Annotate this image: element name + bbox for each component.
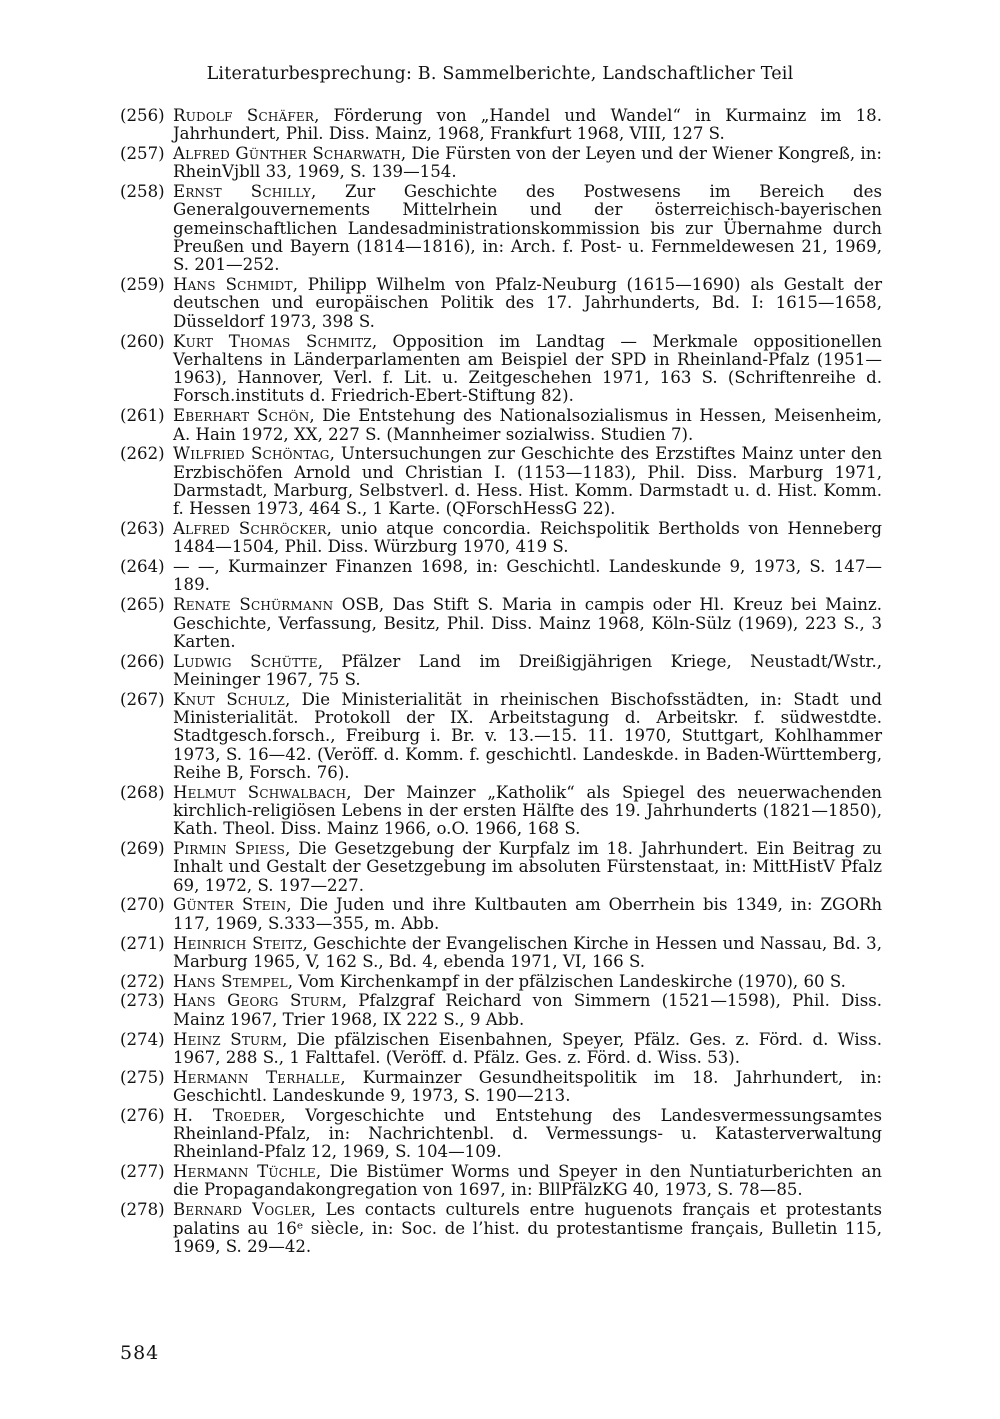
entry-author: Renate Schürmann [173,595,334,615]
bibliography-entry [120,445,882,518]
bibliography-entry [120,145,882,182]
entry-text: , Zur Geschichte des Postwesens im Bereich des Generalgouvernements Mittelrhein und der österreichisch-bayerischen gemeinschaftlichen Landesadministrationskommission bis zur Übernahme durch Preußen und Bayern (1814—1816), in: Arch. f. Post- u. Fernmeldewesen 21, 1969, S. 201—252. [173,182,883,275]
entry-author: Alfred Schröcker [173,519,327,539]
entry-number: (256) [120,106,165,125]
bibliography-entry [120,407,882,444]
entry-text: , Der Mainzer „Katholik“ als Spiegel des neuerwachenden kirchlich-religiösen Lebens in der ersten Hälfte des 19. Jahrhunderts (1821—1850), Kath. Theol. Diss. Mainz 1966, o.O. 1966, 168 S. [173,782,882,839]
entry-author: Hermann Tüchle [173,1162,316,1182]
entry-author: Eberhart Schön [173,406,310,426]
entry-text: OSB, Das Stift S. Maria in campis oder Hl. Kreuz bei Mainz. Geschichte, Verfassung, Besitz, Phil. Diss. Mainz 1968, Köln-Sülz (1969), 223 S., 3 Karten. [173,595,883,651]
entry-number: (259) [120,275,165,295]
entry-number: (258) [120,182,165,202]
bibliography-entry [120,1201,882,1256]
entry-number: (278) [120,1200,165,1220]
bibliography-entry [120,1163,882,1200]
bibliography-entry [120,276,882,331]
entry-text: , Die Fürsten von der Leyen und der Wiener Kongreß, in: RheinVjbll 33, 1969, S. 139—154. [173,144,882,182]
bibliography-entry [120,1031,882,1068]
entry-author: Hermann Terhalle [173,1067,341,1087]
entry-text: , Kurmainzer Gesundheitspolitik im 18. Jahrhundert, in: Geschichtl. Landeskunde 9, 1973, S. 190—213. [173,1067,882,1105]
bibliography-entry [120,1107,882,1162]
entry-text: , Förderung von „Handel und Wandel“ in Kurmainz im 18. Jahrhundert, Phil. Diss. Mainz, 1968, Frankfurt 1968, VIII, 127 S. [173,106,882,144]
entry-author: Hans Stempel [173,971,288,991]
entry-number: (274) [120,1029,165,1049]
bibliography-entry [120,935,882,972]
entry-text: , Geschichte der Evangelischen Kirche in Hessen und Nassau, Bd. 3, Marburg 1965, V, 162 S., Bd. 4, ebenda 1971, VI, 166 S. [173,933,882,971]
entry-text: , Die Entstehung des Nationalsozialismus in Hessen, Meisenheim, A. Hain 1972, XX, 227 S. (Mannheimer sozialwiss. Studien 7). [173,406,882,444]
entry-author: Rudolf Schäfer [173,106,315,125]
entry-text: , Vom Kirchenkampf in der pfälzischen Landeskirche (1970), 60 S. [287,971,846,991]
entry-number: (267) [120,689,165,709]
bibliography-entry [120,520,882,557]
page-number: 584 [120,1342,160,1364]
entry-number: (263) [120,519,165,539]
entry-text: , Die Ministerialität in rheinischen Bischofsstädten, in: Stadt und Ministerialität. Protokoll der IX. Arbeitstagung d. Arbeitskr. f. südwestdte. Stadtgesch.forsch., Freiburg i. Br. v. 13.—15. 11. 1970, Stuttgart, Kohlhammer 1973, S. 16—42. (Veröff. d. Komm. f. geschichtl. Landeskde. in Baden-Württemberg, Reihe B, Forsch. 76). [173,689,882,782]
entry-number: (262) [120,444,165,464]
entry-author: Bernard Vogler [173,1200,311,1220]
entry-text: , Die Juden und ihre Kultbauten am Oberrhein bis 1349, in: ZGORh 117, 1969, S.333—355, m. Abb. [173,895,883,933]
entry-author: Pirmin Spiess [173,839,286,859]
entry-text: , Die Gesetzgebung der Kurpfalz im 18. Jahrhundert. Ein Beitrag zu Inhalt und Gestalt der Gesetzgebung im absoluten Fürstenstaat, in: MittHistV Pfalz 69, 1972, S. 197—227. [173,839,882,895]
entry-author: H. Troeder [173,1105,281,1125]
entry-text: , Pfalzgraf Reichard von Simmern (1521—1598), Phil. Diss. Mainz 1967, Trier 1968, IX 222 S., 9 Abb. [173,991,883,1029]
entry-number: (261) [120,406,165,426]
entry-number: (275) [120,1067,165,1087]
entry-text: , Pfälzer Land im Dreißigjährigen Kriege, Neustadt/Wstr., Meininger 1967, 75 S. [173,651,882,689]
entry-text: , Opposition im Landtag — Merkmale oppositionellen Verhaltens in Länderparlamenten am Beispiel der SPD in Rheinland-Pfalz (1951—1963), Hannover, Verl. f. Lit. u. Zeitgeschehen 1971, 163 S. (Schriftenreihe d. Forsch.instituts d. Friedrich-Ebert-Stiftung 82). [173,331,882,406]
entry-number: (269) [120,839,165,859]
entry-number: (271) [120,933,165,953]
entry-author: Kurt Thomas Schmitz [173,331,372,351]
entry-author: Heinrich Steitz [173,933,303,953]
entry-number: (266) [120,651,165,671]
entry-author: Helmut Schwalbach [173,782,347,802]
entry-author: Heinz Sturm [173,1029,283,1049]
entry-text: , Les contacts culturels entre huguenots français et protestants palatins au 16ᵉ siècle, in: Soc. de l’hist. du protestantisme français, Bulletin 115, 1969, S. 29—42. [173,1200,883,1256]
entry-text: , Vorgeschichte und Entstehung des Landesvermessungsamtes Rheinland-Pfalz, in: Nachrichtenbl. d. Vermessungs- u. Katasterverwaltung Rheinland-Pfalz 12, 1969, S. 104—109. [173,1105,882,1162]
bibliography-entry [120,691,882,782]
entry-number: (277) [120,1162,165,1182]
bibliography-entry [120,896,882,933]
bibliography-entry [120,183,882,274]
bibliography-entry [120,784,882,839]
entry-number: (272) [120,971,165,991]
bibliography-entry [120,840,882,895]
entry-text: , Untersuchungen zur Geschichte des Erzstiftes Mainz unter den Erzbischöfen Arnold und Christian I. (1153—1183), Phil. Diss. Marburg 1971, Darmstadt, Marburg, Selbstverl. d. Hess. Hist. Komm. Darmstadt u. d. Hist. Komm. f. Hessen 1973, 464 S., 1 Karte. (QForschHessG 22). [173,444,883,519]
entry-author: Knut Schulz [173,689,285,709]
bibliography-entry [120,333,882,406]
entry-text: , unio atque concordia. Reichspolitik Bertholds von Henneberg 1484—1504, Phil. Diss. Würzburg 1970, 419 S. [173,519,882,557]
entry-number: (276) [120,1105,165,1125]
bibliography-entry [120,107,882,144]
entry-text: , Die Bistümer Worms und Speyer in den Nuntiaturberichten an die Propagandakongregation von 1697, in: BllPfälzKG 40, 1973, S. 78—85. [173,1162,882,1200]
bibliography-entry [120,992,882,1029]
entry-number: (268) [120,782,165,802]
entry-text: , Die pfälzischen Eisenbahnen, Speyer, Pfälz. Ges. z. Förd. d. Wiss. 1967, 288 S., 1 Falttafel. (Veröff. d. Pfälz. Ges. z. Förd. d. Wiss. 53). [173,1029,882,1067]
bibliography-entry [120,1069,882,1106]
entry-text: , Philipp Wilhelm von Pfalz-Neuburg (1615—1690) als Gestalt der deutschen und europäischen Politik des 17. Jahrhunderts, Bd. I: 1615—1658, Düsseldorf 1973, 398 S. [173,275,882,331]
entry-number: (257) [120,144,165,164]
entry-author: Alfred Günther Scharwath [173,144,401,164]
running-head: Literaturbesprechung: B. Sammelberichte, Landschaftlicher Teil [206,64,794,84]
bibliography-entry [120,596,882,651]
entry-number: (273) [120,991,165,1011]
entry-number: (260) [120,331,165,351]
entry-number: (270) [120,895,165,915]
entry-author: Wilfried Schöntag [173,444,330,464]
entry-author: Ludwig Schütte [173,651,318,671]
bibliography-entry [120,558,882,595]
bibliography-entry [120,653,882,690]
entry-number: (264) [120,557,165,577]
entry-author: Hans Georg Sturm [173,991,342,1011]
entry-text: — —, Kurmainzer Finanzen 1698, in: Geschichtl. Landeskunde 9, 1973, S. 147—189. [173,557,882,595]
entry-number: (265) [120,595,165,615]
entry-author: Günter Stein [173,895,287,915]
bibliography-entry [120,973,882,991]
bibliography-list [120,107,882,1258]
entry-author: Ernst Schilly [173,182,312,202]
entry-author: Hans Schmidt [173,275,293,295]
